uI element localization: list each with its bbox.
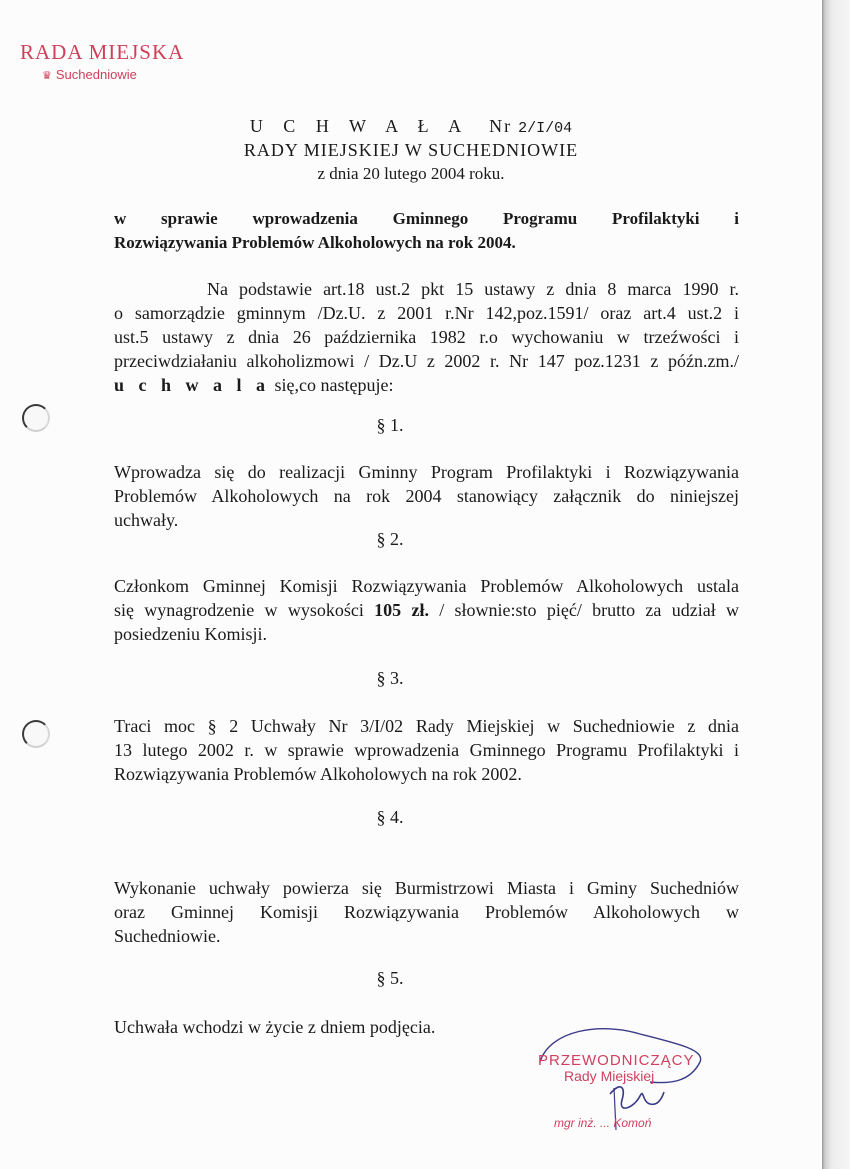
section-3-heading: § 3. [376,668,404,688]
compensation-amount: 105 zł. [374,600,429,620]
section-5-heading: § 5. [376,968,404,988]
resolution-subject: w sprawie wprowadzenia Gminnego Programu Profilaktyki i Rozwiązywania Problemów Alkoholowych na rok 2004. [114,209,739,252]
punch-hole-icon [22,720,50,748]
resolution-date: z dnia 20 lutego 2004 roku. [317,164,505,183]
punch-hole-icon [22,404,50,432]
section-5-text: Uchwała wchodzi w życie z dniem podjęcia. [114,1017,436,1037]
section-4-text: Wykonanie uchwały powierza się Burmistrzowi Miasta i Gminy Suchedniów oraz Gminnej Komisji Rozwiązywania Problemów Alkoholowych w Suchedniowie. [114,878,739,946]
section-1-text: Wprowadza się do realizacji Gminny Program Profilaktyki i Rozwiązywania Problemów Alkoholowych na rok 2004 stanowiący załącznik do niniejszej uchwały. [114,462,739,530]
signature-subtitle: Rady Miejskiej [564,1068,655,1084]
section-2-heading: § 2. [376,529,404,549]
section-1-heading: § 1. [376,415,404,435]
signature-name: mgr inż. ... Komoń [554,1116,652,1130]
section-3-text: Traci moc § 2 Uchwały Nr 3/I/02 Rady Miejskiej w Suchedniowie z dnia 13 lutego 2002 r. w sprawie wprowadzenia Gminnego Programu Profilaktyki i Rozwiązywania Problemów Alkoholowych na rok 2002. [114,716,739,784]
resolution-number: 2/I/04 [518,120,573,137]
section-2-text: Członkom Gminnej Komisji Rozwiązywania Problemów Alkoholowych ustala się wynagrodzenie w wysokości 105 zł. / słownie:sto pięć/ brutto za udział w posiedzeniu Komisji. [114,576,739,644]
section-4-heading: § 4. [376,807,404,827]
chairman-signature-stamp [530,1022,730,1142]
eagle-emblem-icon: ♛ [42,70,52,82]
council-stamp [20,40,184,82]
stamp-line-2: Suchedniowie [55,67,137,82]
stamp-line-1: RADA MIEJSKA [20,40,185,64]
signature-title: PRZEWODNICZĄCY [538,1052,695,1069]
resolution-title: U C H W A Ł A Nr 2/I/04 [249,116,573,137]
scan-edge-shadow [822,0,850,1169]
council-name: RADY MIEJSKIEJ W SUCHEDNIOWIE [243,140,579,160]
legal-basis: Na podstawie art.18 ust.2 pkt 15 ustawy z dnia 8 marca 1990 r. o samorządzie gminnym /Dz.U. z 2001 r.Nr 142,poz.1591/ oraz art.4 ust.2 i ust.5 ustawy z dnia 26 października 1982 r.o wychowaniu w trzeźwości i przeciwdziałaniu alkoholizmowi / Dz.U z 2002 r. Nr 147 poz.1231 z późn.zm./ u c h w a l a się,co następuje: [114,279,739,395]
